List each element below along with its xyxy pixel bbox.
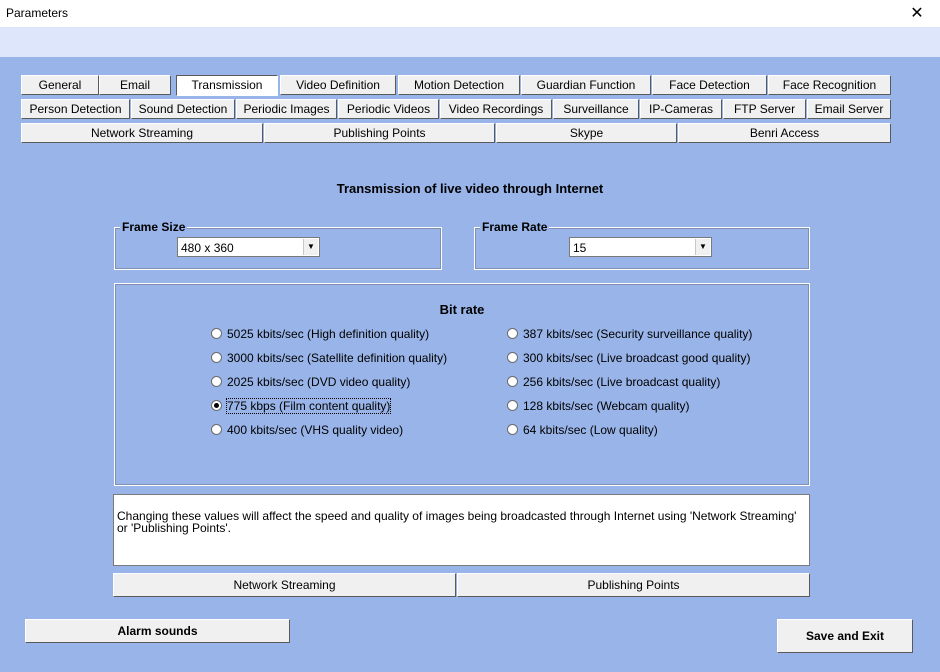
tab-transmission[interactable]: Transmission	[176, 75, 278, 96]
radio-button[interactable]	[211, 424, 222, 435]
tab-benri-access[interactable]: Benri Access	[678, 123, 891, 143]
frame-size-value: 480 x 360	[181, 241, 234, 255]
window-title: Parameters	[6, 6, 69, 20]
radio-button[interactable]	[507, 424, 518, 435]
tab-general[interactable]: General	[21, 75, 99, 95]
tab-periodic-images[interactable]: Periodic Images	[236, 99, 337, 119]
info-text: Changing these values will affect the speed and quality of images being broadcasted through Internet using 'Network Streaming' or 'Publishing Points'.	[113, 494, 810, 566]
close-icon[interactable]: ✕	[910, 5, 924, 22]
chevron-down-icon[interactable]: ▼	[695, 239, 710, 255]
radio-button-selected[interactable]	[211, 400, 222, 411]
bitrate-option-label: 400 kbits/sec (VHS quality video)	[227, 422, 404, 437]
radio-button[interactable]	[211, 328, 222, 339]
radio-button[interactable]	[507, 328, 518, 339]
alarm-sounds-button[interactable]: Alarm sounds	[25, 619, 290, 643]
save-and-exit-button[interactable]: Save and Exit	[777, 619, 913, 653]
radio-button[interactable]	[507, 352, 518, 363]
tab-ftp-server[interactable]: FTP Server	[723, 99, 806, 119]
page-heading: Transmission of live video through Internet	[336, 181, 604, 196]
bitrate-option-label: 64 kbits/sec (Low quality)	[523, 422, 658, 437]
tab-surveillance[interactable]: Surveillance	[553, 99, 639, 119]
bitrate-option-256[interactable]	[507, 374, 720, 390]
bitrate-option-3000[interactable]	[211, 350, 447, 366]
chevron-down-icon[interactable]: ▼	[303, 239, 318, 255]
network-streaming-button[interactable]: Network Streaming	[113, 573, 456, 597]
tab-sound-detection[interactable]: Sound Detection	[131, 99, 235, 119]
tab-motion-detection[interactable]: Motion Detection	[398, 75, 520, 95]
frame-size-select[interactable]	[177, 237, 320, 257]
bitrate-option-label: 2025 kbits/sec (DVD video quality)	[227, 374, 411, 389]
tab-publishing-points[interactable]: Publishing Points	[264, 123, 495, 143]
tab-email-server[interactable]: Email Server	[807, 99, 891, 119]
bitrate-option-label: 300 kbits/sec (Live broadcast good quality)	[523, 350, 751, 365]
tab-face-detection[interactable]: Face Detection	[652, 75, 767, 95]
bitrate-option-label: 387 kbits/sec (Security surveillance quality)	[523, 326, 753, 341]
bitrate-option-label: 3000 kbits/sec (Satellite definition quality)	[227, 350, 448, 365]
bitrate-option-label: 5025 kbits/sec (High definition quality)	[227, 326, 430, 341]
tab-video-recordings[interactable]: Video Recordings	[440, 99, 552, 119]
bitrate-title: Bit rate	[439, 302, 485, 317]
bitrate-option-2025[interactable]	[211, 374, 410, 390]
frame-size-label: Frame Size	[122, 220, 186, 234]
tab-face-recognition[interactable]: Face Recognition	[768, 75, 891, 95]
tab-ip-cameras[interactable]: IP-Cameras	[640, 99, 722, 119]
bitrate-option-400[interactable]	[211, 422, 403, 438]
tab-guardian-function[interactable]: Guardian Function	[521, 75, 651, 95]
bitrate-option-387[interactable]	[507, 326, 752, 342]
bitrate-option-5025[interactable]	[211, 326, 429, 342]
bitrate-group	[114, 283, 810, 486]
tab-periodic-videos[interactable]: Periodic Videos	[338, 99, 439, 119]
bitrate-option-label: 256 kbits/sec (Live broadcast quality)	[523, 374, 721, 389]
frame-rate-label: Frame Rate	[482, 220, 548, 234]
frame-rate-select[interactable]	[569, 237, 712, 257]
radio-button[interactable]	[507, 400, 518, 411]
bitrate-option-64[interactable]	[507, 422, 658, 438]
radio-button[interactable]	[507, 376, 518, 387]
tab-person-detection[interactable]: Person Detection	[21, 99, 130, 119]
bitrate-option-128[interactable]	[507, 398, 690, 414]
tab-skype[interactable]: Skype	[496, 123, 677, 143]
bitrate-option-300[interactable]	[507, 350, 750, 366]
tab-network-streaming[interactable]: Network Streaming	[21, 123, 263, 143]
publishing-points-button[interactable]: Publishing Points	[457, 573, 810, 597]
frame-rate-value: 15	[573, 241, 587, 255]
tab-video-definition[interactable]: Video Definition	[280, 75, 396, 95]
bitrate-option-label: 775 kbps (Film content quality)	[227, 398, 391, 413]
radio-button[interactable]	[211, 352, 222, 363]
tab-email[interactable]: Email	[99, 75, 171, 95]
radio-button[interactable]	[211, 376, 222, 387]
title-bar	[0, 0, 940, 28]
bitrate-option-label: 128 kbits/sec (Webcam quality)	[523, 398, 690, 413]
header-strip	[0, 27, 940, 57]
bitrate-option-775[interactable]	[211, 398, 390, 414]
